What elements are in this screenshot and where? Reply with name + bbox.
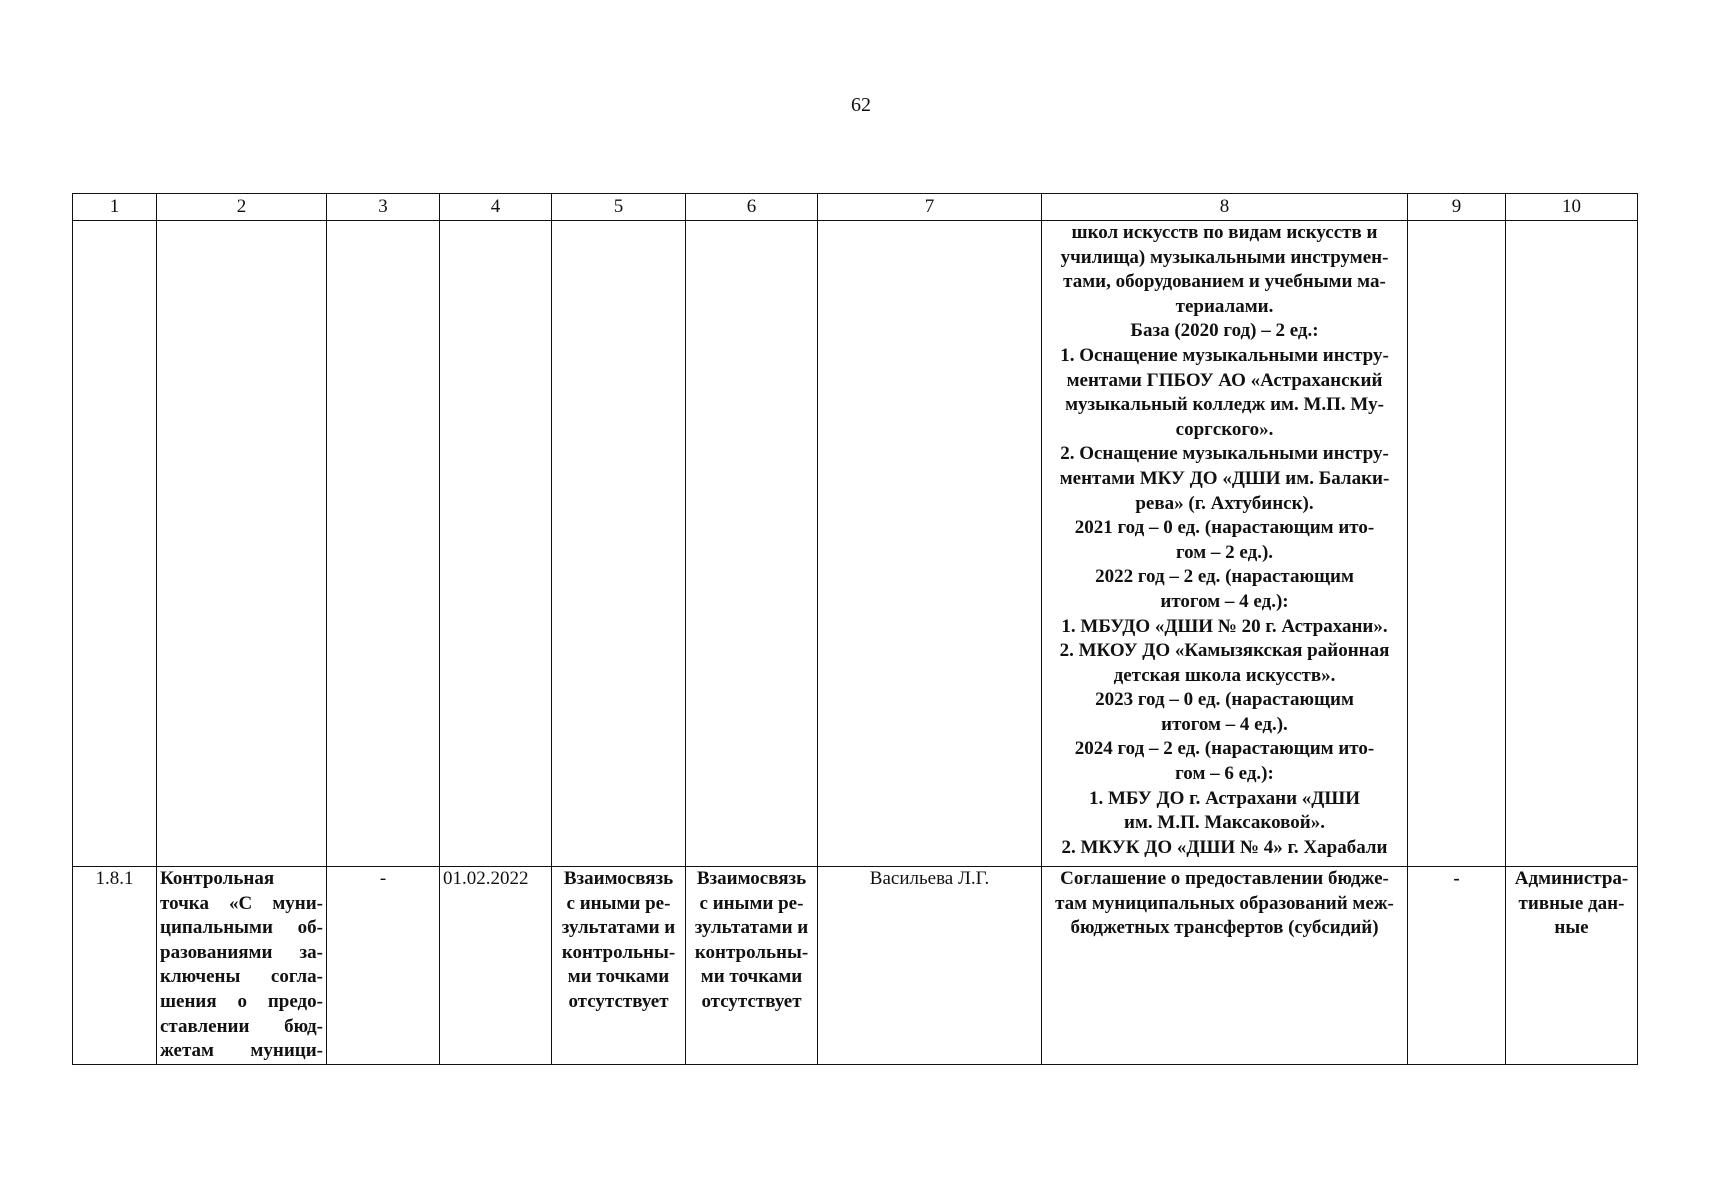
text-line: 2021 год – 0 ед. (нарастающим ито- (1074, 517, 1375, 539)
text-line: тами, оборудованием и учебными ма- (1063, 271, 1386, 293)
text-line: База (2020 год) – 2 ед.: (1130, 320, 1319, 342)
text-line: ментами МКУ ДО «ДШИ им. Балаки- (1059, 467, 1390, 489)
text-line: Администра- (1514, 868, 1629, 889)
cell-empty (157, 221, 327, 867)
text-line: гом – 6 ед.): (1175, 763, 1274, 785)
text-line: ные (1554, 917, 1589, 939)
text-line: зультатами и (694, 917, 809, 939)
header-cell-10: 10 (1506, 194, 1638, 221)
text-line: соргского». (1175, 418, 1274, 440)
text-line: гом – 2 ед.). (1175, 541, 1274, 563)
cell-col3: - (327, 867, 440, 1065)
cell-responsible-person: Васильева Л.Г. (818, 867, 1042, 1065)
text-line: контрольны- (561, 941, 676, 963)
cell-indicator-description (1042, 221, 1408, 867)
text-line: разованиями за- (160, 941, 323, 963)
cell-row-number: 1.8.1 (73, 867, 157, 1065)
text-line: 1. МБУ ДО г. Астрахани «ДШИ (1088, 787, 1361, 809)
header-row (73, 194, 1638, 221)
text-line: контрольны- (694, 941, 809, 963)
text-line: тивные дан- (1518, 892, 1625, 914)
text-line: 2023 год – 0 ед. (нарастающим (1095, 689, 1354, 711)
text-line: 2. МКОУ ДО «Камызякская районная (1059, 640, 1390, 662)
cell-date: 01.02.2022 (440, 867, 552, 1065)
text-line: отсутствует (701, 990, 802, 1012)
cell-empty (818, 221, 1042, 867)
text-line: с иными ре- (566, 892, 671, 914)
cell-relationship (552, 867, 686, 1065)
text-line: ставлении бюд- (160, 1015, 323, 1037)
header-cell-5: 5 (552, 194, 686, 221)
header-cell-6: 6 (686, 194, 818, 221)
text-line: там муниципальных образований меж- (1055, 892, 1394, 914)
cell-empty (686, 221, 818, 867)
cell-empty (73, 221, 157, 867)
page-number: 62 (851, 94, 871, 116)
text-line: жетам муници- (160, 1040, 323, 1062)
text-line: отсутствует (568, 990, 669, 1012)
cell-col9: - (1408, 867, 1506, 1065)
header-cell-8: 8 (1042, 194, 1408, 221)
header-cell-7: 7 (818, 194, 1042, 221)
text-line: детская школа искусств». (1113, 664, 1336, 686)
document-table (72, 193, 1638, 1065)
text-line: ми точками (567, 966, 670, 988)
text-line: 2022 год – 2 ед. (нарастающим (1095, 566, 1354, 588)
text-line: музыкальный колледж им. М.П. Му- (1065, 394, 1384, 416)
cell-empty (1408, 221, 1506, 867)
text-line: 1. Оснащение музыкальными инстру- (1060, 344, 1389, 366)
text-line: школ искусств по видам искусств и (1071, 222, 1378, 243)
text-line: Взаимосвязь (563, 868, 674, 889)
cell-control-point-name (157, 867, 327, 1065)
text-line: зультатами и (561, 917, 676, 939)
text-line: училища) музыкальными инструмен- (1060, 246, 1389, 268)
text-line: итогом – 4 ед.): (1160, 590, 1289, 612)
text-line: Контрольная (160, 868, 275, 889)
header-cell-3: 3 (327, 194, 440, 221)
text-line: рева» (г. Ахтубинск). (1135, 492, 1314, 514)
header-cell-1: 1 (73, 194, 157, 221)
text-line: ми точками (700, 966, 803, 988)
text-line: 2. МКУК ДО «ДШИ № 4» г. Харабали (1061, 836, 1388, 858)
text-line: ключены согла- (160, 966, 323, 988)
table-row-continued (73, 221, 1638, 867)
cell-empty (552, 221, 686, 867)
cell-empty (1506, 221, 1638, 867)
header-cell-2: 2 (157, 194, 327, 221)
text-line: шения о предо- (160, 990, 323, 1012)
header-cell-9: 9 (1408, 194, 1506, 221)
cell-relationship-2 (686, 867, 818, 1065)
table-row-1-8-1 (73, 867, 1638, 1065)
text-line: ментами ГПБОУ АО «Астраханский (1066, 369, 1383, 391)
text-line: с иными ре- (699, 892, 804, 914)
text-line: 2. Оснащение музыкальными инстру- (1060, 443, 1389, 465)
text-line: точка «С муни- (160, 892, 323, 914)
text-line: 1. МБУДО «ДШИ № 20 г. Астрахани». (1061, 615, 1388, 637)
text-line: Соглашение о предоставлении бюдже- (1060, 868, 1389, 889)
text-line: им. М.П. Максаковой». (1124, 812, 1325, 834)
text-line: итогом – 4 ед.). (1161, 713, 1288, 735)
text-line: Взаимосвязь (696, 868, 807, 889)
cell-empty (327, 221, 440, 867)
text-line: ципальными об- (160, 917, 323, 939)
cell-empty (440, 221, 552, 867)
cell-document-type (1042, 867, 1408, 1065)
text-line: 2024 год – 2 ед. (нарастающим ито- (1074, 738, 1375, 760)
text-line: бюджетных трансфертов (субсидий) (1070, 917, 1379, 939)
header-cell-4: 4 (440, 194, 552, 221)
cell-data-source (1506, 867, 1638, 1065)
text-line: териалами. (1175, 295, 1274, 317)
